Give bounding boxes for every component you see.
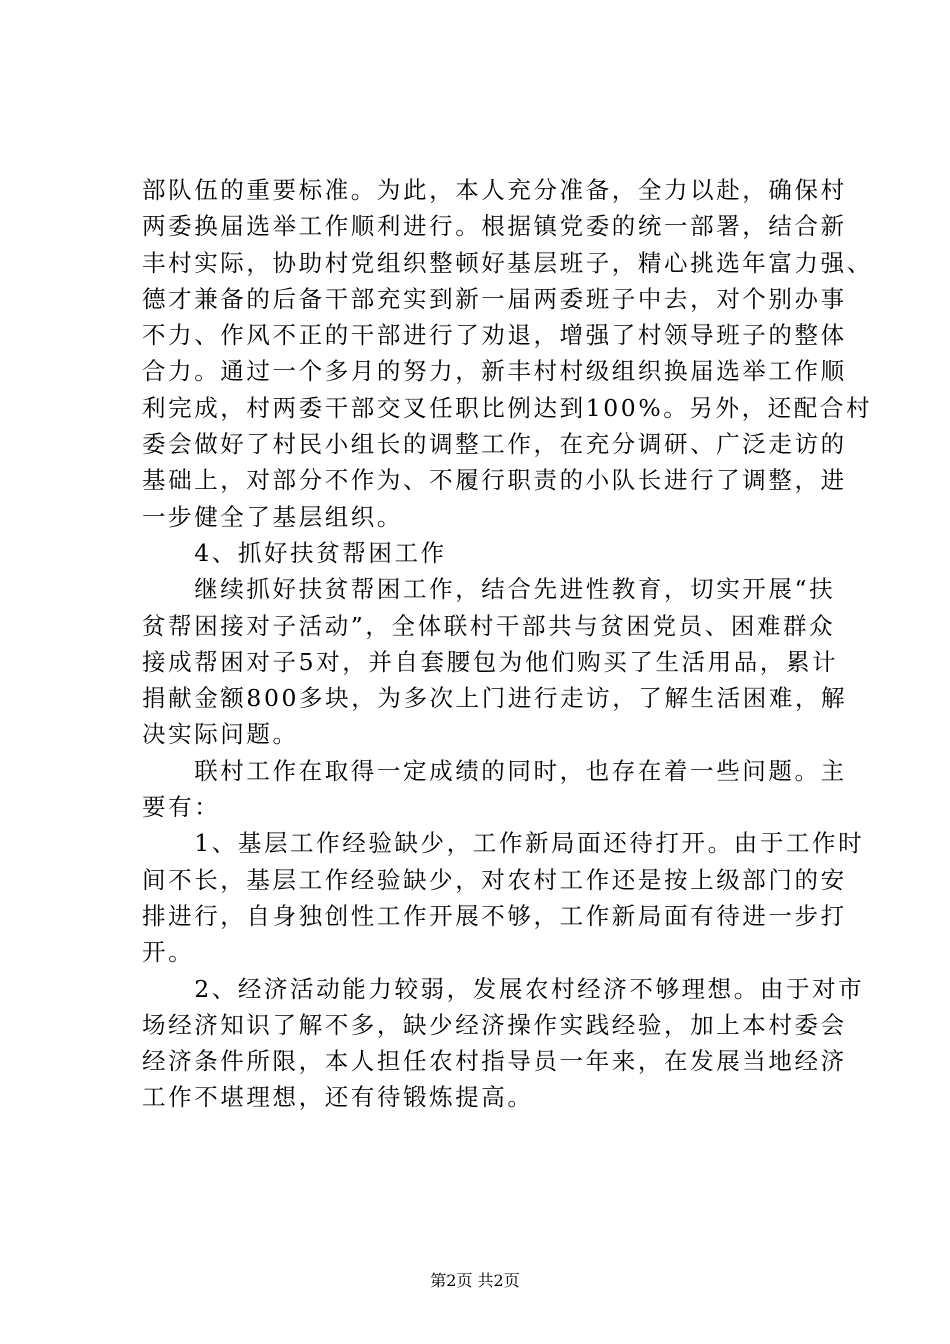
- text-line: 经济条件所限，本人担任农村指导员一年来，在发展当地经济: [142, 1047, 847, 1076]
- document-body: [142, 172, 873, 1116]
- text-line: 场经济知识了解不多，缺少经济操作实践经验，加上本村委会: [142, 1010, 847, 1039]
- text-line: 部队伍的重要标准。为此，本人充分准备，全力以赴，确保村: [142, 176, 847, 204]
- text-line: 贫帮困接对子活动”，全体联村干部共与贫困党员、困难群众: [142, 611, 836, 640]
- text-line: 排进行，自身独创性工作开展不够，工作新局面有待进一步打: [142, 901, 847, 930]
- text-line: 合力。通过一个多月的努力，新丰村村级组织换届选举工作顺: [142, 357, 847, 386]
- text-line: 工作不堪理想，还有待锻炼提高。: [142, 1083, 534, 1112]
- text-line: 基础上，对部分不作为、不履行职责的小队长进行了调整，进: [142, 466, 847, 495]
- text-line: 捐献金额800多块，为多次上门进行走访，了解生活困难，解: [142, 684, 848, 713]
- text-line: 要有：: [142, 793, 221, 822]
- text-line: 不力、作风不正的干部进行了劝退，增强了村领导班子的整体: [142, 321, 847, 350]
- page-number: 第2页: [430, 1271, 473, 1290]
- page-total: 共2页: [477, 1271, 520, 1290]
- text-line: 一步健全了基层组织。: [142, 502, 403, 531]
- text-line: 利完成，村两委干部交叉任职比例达到100%。另外，还配合村: [142, 393, 873, 422]
- text-line: 两委换届选举工作顺利进行。根据镇党委的统一部署，结合新: [142, 212, 847, 241]
- list-item-line: 1、基层工作经验缺少，工作新局面还待打开。由于工作时: [142, 829, 865, 858]
- text-line: 德才兼备的后备干部充实到新一届两委班子中去，对个别办事: [142, 284, 847, 313]
- text-line: 继续抓好扶贫帮困工作，结合先进性教育，切实开展“扶: [142, 575, 836, 604]
- text-line: 开。: [142, 938, 195, 967]
- list-item-line: 2、经济活动能力较弱，发展农村经济不够理想。由于对市: [142, 974, 865, 1003]
- text-line: 间不长，基层工作经验缺少，对农村工作还是按上级部门的安: [142, 865, 847, 894]
- page-footer: [0, 1271, 950, 1291]
- text-line: 接成帮困对子5对，并自套腰包为他们购买了生活用品，累计: [142, 647, 839, 676]
- text-line: 丰村实际，协助村党组织整顿好基层班子，精心挑选年富力强、: [142, 248, 873, 277]
- section-heading: 4、抓好扶贫帮困工作: [142, 538, 447, 567]
- text-line: 决实际问题。: [142, 720, 299, 749]
- text-line: 委会做好了村民小组长的调整工作，在充分调研、广泛走访的: [142, 430, 847, 459]
- text-line: 联村工作在取得一定成绩的同时，也存在着一些问题。主: [142, 756, 847, 785]
